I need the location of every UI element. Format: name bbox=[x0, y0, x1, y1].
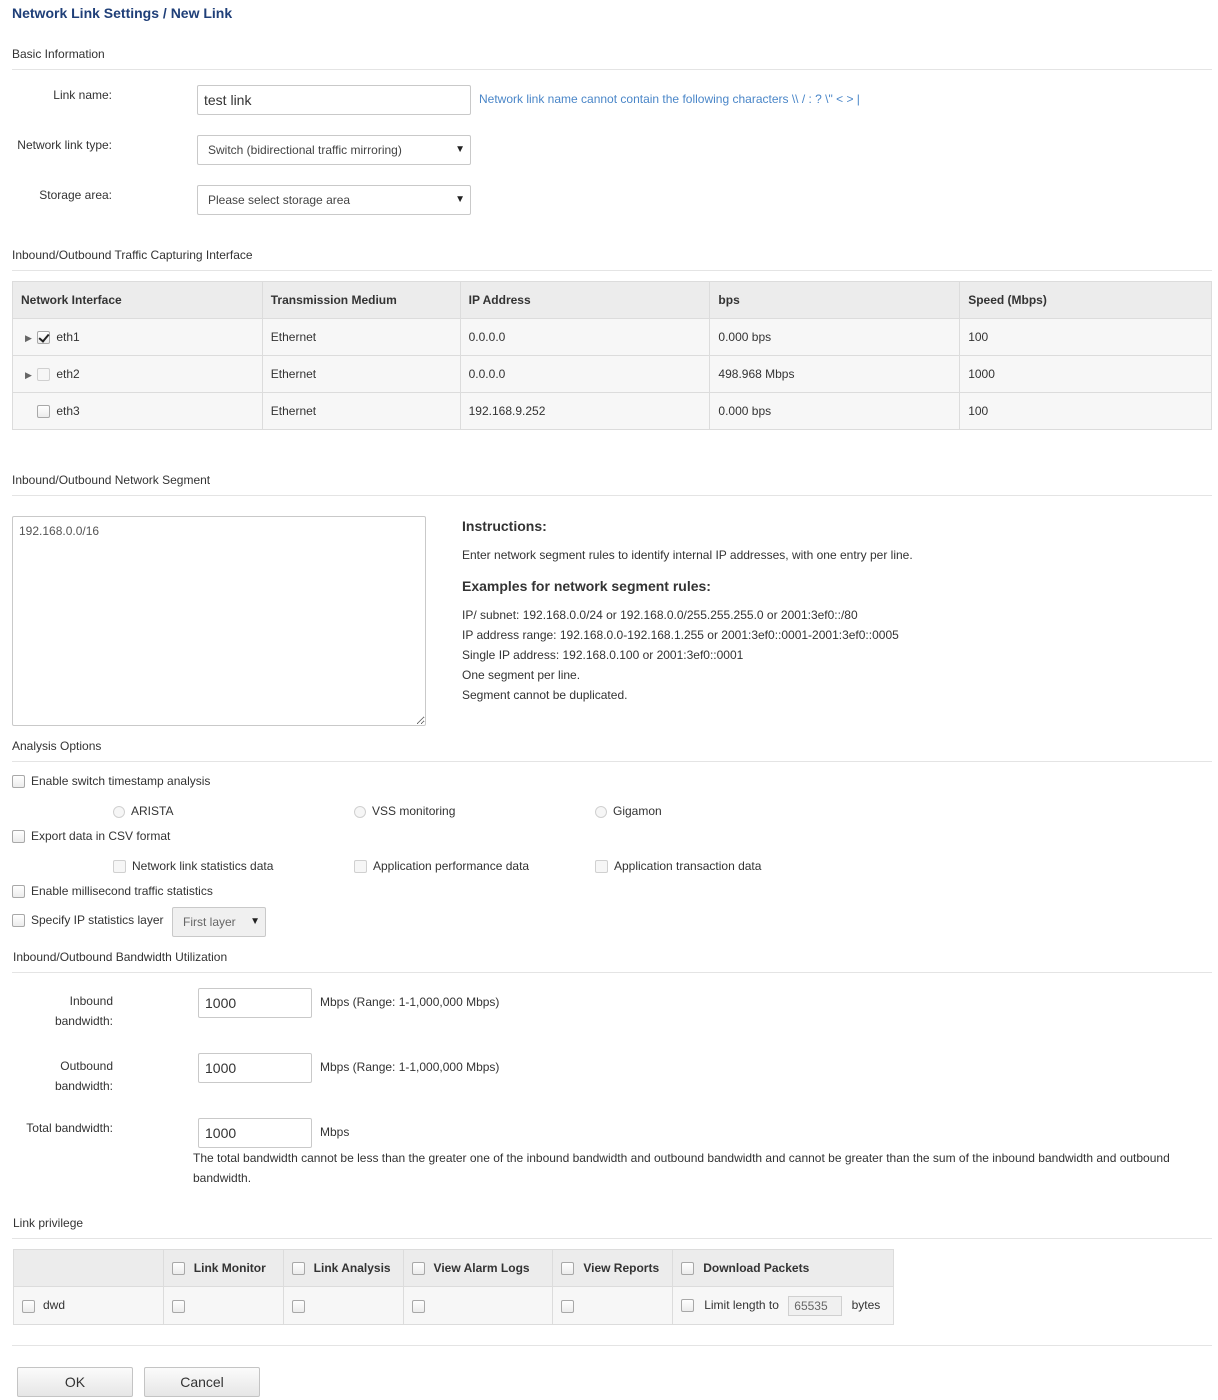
vss-radio-option[interactable] bbox=[354, 804, 455, 818]
divider bbox=[12, 761, 1212, 762]
divider bbox=[12, 1345, 1212, 1346]
divider bbox=[12, 69, 1212, 70]
total-bandwidth-note: The total bandwidth cannot be less than the greater one of the inbound bandwidth and outbound bandwidth and cannot be greater than the sum of the inbound bandwidth and outbound bandwidth. bbox=[193, 1151, 1170, 1185]
ip-cell: 0.0.0.0 bbox=[460, 356, 710, 393]
gigamon-radio-option[interactable] bbox=[595, 804, 662, 818]
vss-radio[interactable] bbox=[354, 806, 366, 818]
alarm-logs-all-checkbox[interactable] bbox=[412, 1262, 425, 1275]
link-analysis-checkbox[interactable] bbox=[292, 1300, 305, 1313]
arista-label: ARISTA bbox=[131, 804, 174, 818]
ip-layer-select[interactable] bbox=[172, 907, 266, 937]
gigamon-label: Gigamon bbox=[613, 804, 662, 818]
total-label: Total bandwidth: bbox=[26, 1121, 113, 1135]
ip-cell: 192.168.9.252 bbox=[460, 393, 710, 430]
limit-unit: bytes bbox=[851, 1297, 881, 1312]
example-line: Single IP address: 192.168.0.100 or 2001:3ef0::0001 bbox=[462, 648, 744, 662]
chevron-down-icon: ▼ bbox=[455, 144, 465, 155]
table-row[interactable] bbox=[14, 1287, 894, 1325]
csv-app-trans-label: Application transaction data bbox=[614, 859, 762, 873]
table-header-row bbox=[13, 282, 1212, 319]
column-header: Transmission Medium bbox=[262, 282, 460, 319]
chevron-down-icon: ▼ bbox=[250, 916, 260, 927]
limit-length-label: Limit length to bbox=[704, 1297, 779, 1312]
view-reports-all-checkbox[interactable] bbox=[561, 1262, 574, 1275]
example-line: IP address range: 192.168.0.0-192.168.1.255 or 2001:3ef0::0001-2001:3ef0::0005 bbox=[462, 628, 899, 642]
speed-cell: 1000 bbox=[960, 356, 1212, 393]
column-header[interactable] bbox=[283, 1250, 403, 1287]
link-analysis-header: Link Analysis bbox=[313, 1260, 391, 1275]
medium-cell: Ethernet bbox=[262, 393, 460, 430]
speed-cell: 100 bbox=[960, 319, 1212, 356]
table-row[interactable] bbox=[13, 356, 1212, 393]
storage-area-select[interactable] bbox=[197, 185, 471, 215]
bps-cell: 498.968 Mbps bbox=[710, 356, 960, 393]
link-monitor-all-checkbox[interactable] bbox=[172, 1262, 185, 1275]
examples-title: Examples for network segment rules: bbox=[462, 578, 711, 594]
privilege-section-title: Link privilege bbox=[13, 1216, 84, 1230]
medium-cell: Ethernet bbox=[262, 356, 460, 393]
capture-section-title: Inbound/Outbound Traffic Capturing Interface bbox=[12, 248, 253, 262]
cancel-button[interactable]: Cancel bbox=[144, 1367, 260, 1397]
column-header[interactable] bbox=[163, 1250, 283, 1287]
link-type-select[interactable] bbox=[197, 135, 471, 165]
inbound-label-line: Inbound bbox=[69, 994, 113, 1008]
millisecond-checkbox[interactable] bbox=[12, 885, 25, 898]
ip-layer-checkbox[interactable] bbox=[12, 914, 25, 927]
csv-checkbox[interactable] bbox=[12, 830, 25, 843]
total-bandwidth-input[interactable] bbox=[198, 1118, 312, 1148]
download-packets-checkbox[interactable] bbox=[681, 1299, 694, 1312]
timestamp-label: Enable switch timestamp analysis bbox=[31, 774, 211, 788]
outbound-unit: Mbps (Range: 1-1,000,000 Mbps) bbox=[320, 1060, 500, 1074]
storage-area-label: Storage area: bbox=[39, 188, 112, 202]
csv-app-perf-label: Application performance data bbox=[373, 859, 530, 873]
total-unit: Mbps bbox=[320, 1125, 350, 1139]
divider bbox=[12, 495, 1212, 496]
segment-textarea[interactable] bbox=[12, 516, 426, 726]
timestamp-checkbox[interactable] bbox=[12, 775, 25, 788]
millisecond-label: Enable millisecond traffic statistics bbox=[31, 884, 213, 898]
user-name: dwd bbox=[43, 1298, 66, 1313]
column-header[interactable] bbox=[673, 1250, 894, 1287]
interface-checkbox-eth3[interactable] bbox=[37, 405, 50, 418]
csv-link-stats-checkbox[interactable] bbox=[113, 860, 126, 873]
csv-option[interactable] bbox=[12, 829, 170, 843]
divider bbox=[12, 972, 1212, 973]
column-header[interactable] bbox=[403, 1250, 553, 1287]
link-monitor-checkbox[interactable] bbox=[172, 1300, 185, 1313]
outbound-label-line: Outbound bbox=[60, 1059, 113, 1073]
outbound-bandwidth-input[interactable] bbox=[198, 1053, 312, 1083]
instructions-text: Enter network segment rules to identify internal IP addresses, with one entry per line. bbox=[462, 548, 913, 562]
bps-cell: 0.000 bps bbox=[710, 319, 960, 356]
example-line: Segment cannot be duplicated. bbox=[462, 688, 628, 702]
csv-app-trans-option[interactable] bbox=[595, 859, 761, 873]
link-analysis-all-checkbox[interactable] bbox=[292, 1262, 305, 1275]
interface-name: eth1 bbox=[56, 329, 80, 344]
bps-cell: 0.000 bps bbox=[710, 393, 960, 430]
arista-radio-option[interactable] bbox=[113, 804, 173, 818]
link-name-input[interactable] bbox=[197, 85, 471, 115]
interface-table bbox=[12, 281, 1212, 430]
interface-name: eth3 bbox=[56, 403, 80, 418]
link-name-hint: Network link name cannot contain the following characters \\ / : ? \" < > | bbox=[479, 92, 860, 106]
view-reports-checkbox[interactable] bbox=[561, 1300, 574, 1313]
storage-area-value: Please select storage area bbox=[208, 193, 351, 207]
column-header: IP Address bbox=[460, 282, 710, 319]
inbound-unit: Mbps (Range: 1-1,000,000 Mbps) bbox=[320, 995, 500, 1009]
outbound-label-line: bandwidth: bbox=[54, 1079, 113, 1093]
table-row[interactable] bbox=[13, 393, 1212, 430]
timestamp-option[interactable] bbox=[12, 774, 210, 788]
link-name-label: Link name: bbox=[53, 88, 112, 102]
inbound-label bbox=[12, 991, 113, 1031]
outbound-label bbox=[12, 1056, 113, 1096]
alarm-logs-header: View Alarm Logs bbox=[433, 1260, 530, 1275]
column-header: bps bbox=[710, 282, 960, 319]
limit-length-input[interactable] bbox=[788, 1296, 842, 1316]
csv-link-stats-label: Network link statistics data bbox=[132, 859, 274, 873]
page-title: Network Link Settings / New Link bbox=[12, 5, 233, 21]
chevron-down-icon: ▼ bbox=[455, 194, 465, 205]
arista-radio[interactable] bbox=[113, 806, 125, 818]
ip-layer-option[interactable] bbox=[12, 913, 164, 927]
ip-cell: 0.0.0.0 bbox=[460, 319, 710, 356]
ip-layer-value: First layer bbox=[183, 915, 236, 929]
csv-app-perf-option[interactable] bbox=[354, 859, 529, 873]
user-checkbox[interactable] bbox=[22, 1300, 35, 1313]
millisecond-option[interactable] bbox=[12, 884, 213, 898]
divider bbox=[12, 1238, 1212, 1239]
speed-cell: 100 bbox=[960, 393, 1212, 430]
expand-arrow-icon[interactable]: ▶ bbox=[25, 369, 32, 380]
table-header-row bbox=[14, 1250, 894, 1287]
segment-section-title: Inbound/Outbound Network Segment bbox=[12, 473, 211, 487]
column-header[interactable] bbox=[553, 1250, 673, 1287]
column-header: Speed (Mbps) bbox=[960, 282, 1212, 319]
instructions-title: Instructions: bbox=[462, 518, 547, 534]
alarm-logs-checkbox[interactable] bbox=[412, 1300, 425, 1313]
csv-label: Export data in CSV format bbox=[31, 829, 171, 843]
gigamon-radio[interactable] bbox=[595, 806, 607, 818]
view-reports-header: View Reports bbox=[583, 1260, 660, 1275]
inbound-label-line: bandwidth: bbox=[54, 1014, 113, 1028]
divider bbox=[12, 270, 1212, 271]
ok-button[interactable]: OK bbox=[17, 1367, 133, 1397]
ip-layer-label: Specify IP statistics layer bbox=[31, 913, 164, 927]
interface-checkbox-eth1[interactable] bbox=[37, 331, 50, 344]
link-monitor-header: Link Monitor bbox=[193, 1260, 266, 1275]
medium-cell: Ethernet bbox=[262, 319, 460, 356]
bandwidth-section-title: Inbound/Outbound Bandwidth Utilization bbox=[13, 950, 228, 964]
link-type-label: Network link type: bbox=[17, 138, 112, 152]
csv-app-perf-checkbox[interactable] bbox=[354, 860, 367, 873]
download-packets-header: Download Packets bbox=[703, 1260, 810, 1275]
csv-app-trans-checkbox[interactable] bbox=[595, 860, 608, 873]
link-type-value: Switch (bidirectional traffic mirroring) bbox=[208, 143, 402, 157]
interface-checkbox-eth2[interactable] bbox=[37, 368, 50, 381]
analysis-section-title: Analysis Options bbox=[12, 739, 102, 753]
expand-arrow-icon[interactable]: ▶ bbox=[25, 332, 32, 343]
vss-label: VSS monitoring bbox=[372, 804, 456, 818]
inbound-bandwidth-input[interactable] bbox=[198, 988, 312, 1018]
privilege-table bbox=[13, 1249, 894, 1325]
download-packets-all-checkbox[interactable] bbox=[681, 1262, 694, 1275]
interface-name: eth2 bbox=[56, 366, 80, 381]
example-line: One segment per line. bbox=[462, 668, 581, 682]
csv-link-stats-option[interactable] bbox=[113, 859, 273, 873]
column-header: Network Interface bbox=[13, 282, 263, 319]
table-row[interactable] bbox=[13, 319, 1212, 356]
example-line: IP/ subnet: 192.168.0.0/24 or 192.168.0.0/255.255.255.0 or 2001:3ef0::/80 bbox=[462, 608, 858, 622]
basic-info-section-title: Basic Information bbox=[12, 47, 105, 61]
